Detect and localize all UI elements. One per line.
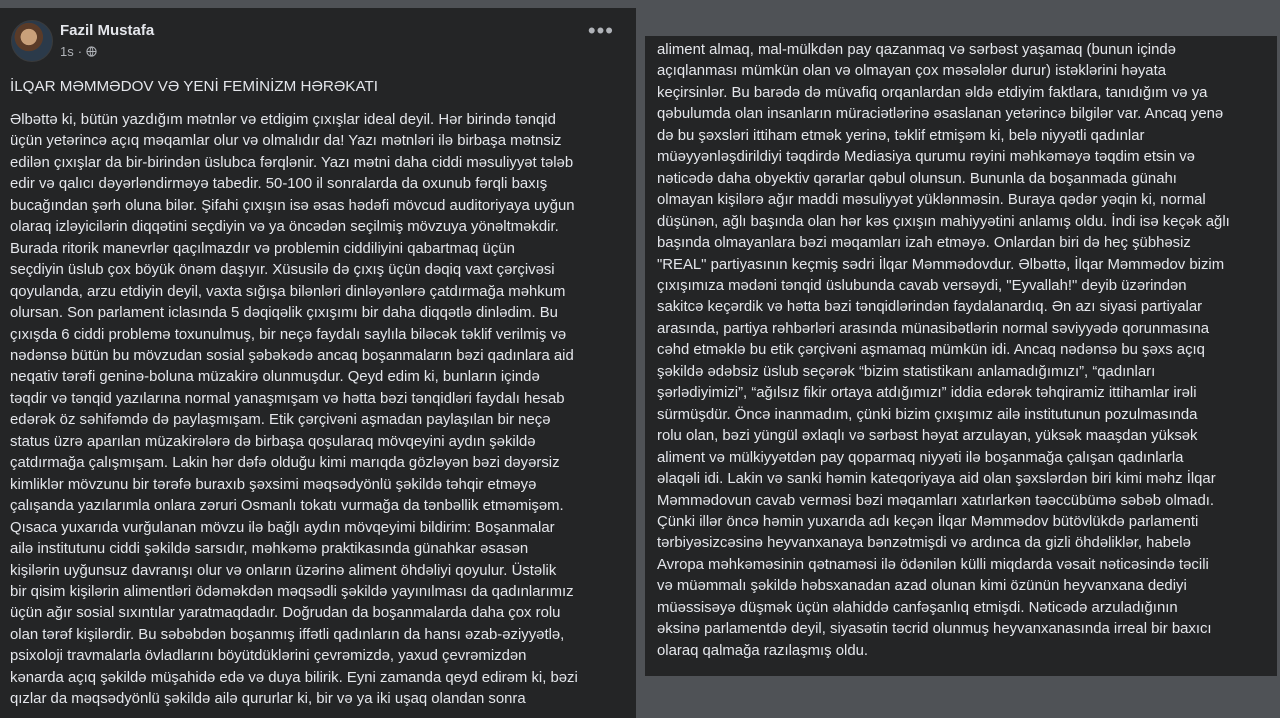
text-line: olmayan kişilərə ağır maddi məsuliyyət yüklənməsin. Buraya qədər yəqin ki, normal (657, 192, 1206, 209)
text-line: olaraq qalmağa razılaşmış oldu. (657, 642, 869, 659)
text-line: də bu şəxsləri ittiham etmək yerinə, təklif etmişəm ki, belə niyyətli qadınlar (657, 127, 1145, 144)
text-line: nədənsə bütün bu mövzudan sosial şəbəkədə ancaq boşanmaların bəzi qadınlara aid (10, 347, 574, 364)
text-line: qəbulumda olan insanların müraciətlərinə əsaslanan yetərincə bilgilər var. Ancaq yenə (657, 106, 1224, 123)
text-line: sakitcə keçərdik və hətta bəzi tənqidlərindən faydalanardıq. Ən azı siyasi partiyalar (657, 299, 1203, 316)
text-line: əksinə parlamentdə deyil, siyasətin təcrid olunmuş heyvanxanasında irreal bir baxıcı (657, 621, 1212, 638)
text-line: tərbiyəsizcəsinə heyvanxanaya bənzətmişdi və ardınca da gizli öhdəliklər, habelə (657, 535, 1191, 552)
text-line: açıqlanması mümkün olan və olmayan çox məsələlər durur) istəklərini həyata (657, 63, 1166, 80)
text-line: seçdiyin üslub çox böyük önəm daşıyır. Xüsusilə də çıxış üçün dəqiq vaxt çərçivəsi (10, 262, 555, 279)
text-line: şərlədiyimizi”, “ağılsız fikir ortaya atdığımızı” iddia edərək təhqiramiz ittihamlar irəli (657, 385, 1197, 402)
text-line: üçün ağır sosial sıxıntılar yaratmaqdadır. Doğrudan da boşanmalarda daha çox rolu (10, 605, 561, 622)
post-time[interactable]: 1s (60, 44, 74, 59)
text-line: müəssisəyə düşmək üçün əlahiddə canfəşanlıq etmişdi. Nəticədə arzuladığının (657, 599, 1178, 616)
text-line: neqativ tərəfi geninə-boluna müzakirə olunmuşdur. Qeyd edim ki, bunların içində (10, 369, 540, 386)
text-line: başında olmayanlara bəzi məqamları izah etməyə. Onlardan biri də heç şübhəsiz (657, 235, 1191, 252)
text-line: Avropa məhkəməsinin qətnaməsi ilə ödənilən külli miqdarda vəsait nəticəsində təcili (657, 556, 1209, 573)
text-line: nəticədə daha obyektiv qərarlar qəbul olunsun. Bununla da boşanmada günahı (657, 170, 1177, 187)
text-line: və müəmmalı şəkildə həbsxanadan azad olunan kimi özünün heyvanxana dediyi (657, 578, 1187, 595)
text-line: edir və qalıcı dəyərləndirməyə tabedir. 50-100 il sonralarda da oxunub fərqli baxış (10, 176, 548, 193)
post-body-right (657, 40, 1267, 662)
text-line: aliment almaq, mal-mülkdən pay qazanmaq və sərbəst yaşamaq (bunun içində (657, 42, 1176, 58)
text-line: kişilərin uyğunsuz davranışı olur və onların üzərinə aliment öhdəliyi qoyulur. Üstəlik (10, 562, 557, 579)
text-line: kənarda açıq şəkildə müşahidə edə və duya bilirik. Eyni zamanda qeyd edirəm ki, bəzi (10, 669, 578, 686)
text-line: aliment və mülkiyyətdən pay qoparmaq niyyəti ilə boşanmağa çalışan qadınlarla (657, 449, 1184, 466)
text-line: keçirsinlər. Bu barədə də müvafiq orqanlardan əldə etdiyim faktlara, tanıdığım və ya (657, 84, 1208, 101)
text-line: Əlbəttə ki, bütün yazdığım mətnlər və etdigim çıxışlar ideal deyil. Hər birində tənqid (10, 112, 556, 128)
text-line: çıxışımıza mədəni tənqid üslubunda cavab versəydi, "Eyvallah!" deyib üzərindən (657, 277, 1187, 294)
text-line: olan tərəf kişilərdir. Bu səbəbdən boşanmış iffətli qadınların da hansı əzab-əziyyətlə, (10, 626, 565, 643)
text-line: edilən çıxışlar da bir-birindən üslubca fərqlənir. Yazı mətni daha ciddi məsuliyyət tələb (10, 154, 574, 171)
post-body-left (10, 110, 628, 711)
text-line: olursan. Son parlament iclasında 5 dəqiqəlik çıxışımı bir daha diqqətlə dinlədim. Bu (10, 305, 558, 322)
text-line: çalışanda yazılarımla onlara zəruri Osmanlı tokatı vurmağa da tənbəllik etməmişəm. (10, 498, 564, 515)
author-name[interactable]: Fazil Mustafa (60, 22, 155, 39)
text-line: kimliklər mövzunu bir tərəfə buraxıb şəxsimi məqsədyönlü şəkildə təhqir etməyə (10, 476, 537, 493)
separator-dot: · (77, 44, 83, 59)
text-line: Məmmədovun cavab verməsi bəzi məqamları xatırlarkən təəccübümə səbəb olmadı. (657, 492, 1214, 509)
text-line: "REAL" partiyasının keçmiş sədri İlqar Məmmədovdur. Əlbəttə, İlqar Məmmədov bizim (657, 256, 1225, 273)
text-line: status üzrə aparılan müzakirələrə də birbaşa qoşularaq mövqeyini aydın şəkildə (10, 433, 536, 450)
text-line: Çünki illər öncə həmin yuxarıda adı keçən İlqar Məmmədov bütövlükdə parlamenti (657, 513, 1199, 530)
text-line: müəyyənləşdirildiyi təqdirdə Mediasiya qurumu rəyini məhkəməyə təqdim etsin və (657, 149, 1195, 166)
post-panel-left (0, 8, 636, 718)
text-line: psixoloji travmalarla övladlarını böyütdüklərini çevrəmizdə, yaxud çevrəmizdən (10, 648, 527, 665)
text-line: rolu olan, bəzi yüngül əxlaqlı və sərbəst həyat arzulayan, yüksək maaşdan yüksək (657, 428, 1198, 445)
text-line: bucağından şərh oluna bilər. Şifahi çıxışın isə əsas hədəfi mövcud auditoriyaya uyğun (10, 197, 575, 214)
text-line: üçün yetərincə açıq məqamlar olur və olmalıdır da! Yazı mətnləri ilə birbaşa mətnsiz (10, 133, 562, 150)
text-line: şəkildə ədəbsiz üslub seçərək “bizim statistikanı anlamadığımızı”, “qadınları (657, 363, 1156, 380)
text-line: Qısaca yuxarıda vurğulanan mövzu ilə bağlı aydın mövqeyimi bildirim: Boşanmalar (10, 519, 555, 536)
post-header (10, 8, 628, 60)
post-title: İLQAR MƏMMƏDOV VƏ YENİ FEMİNİZM HƏRƏKATI (10, 78, 378, 95)
text-line: qızlar da məqsədyönlü şəkildə ailə qururlar ki, bir və ya iki uşaq olandan sonra (10, 691, 526, 708)
text-line: əlaqəli idi. Lakin və sanki həmin kateqoriyaya aid olan şəxslərdən biri kimi məhz İlqar (657, 471, 1216, 488)
avatar[interactable] (11, 20, 53, 62)
text-line: arasında, partiya rəhbərləri arasında münasibətlərin normal səviyyədə qorunmasına (657, 320, 1210, 337)
text-line: cəhd etməklə bu etik çərçivəni aşmamaq mümkün idi. Ancaq nədənsə bu şəxs açıq (657, 342, 1205, 359)
text-line: ailə institutunu ciddi şəkildə sarsıdır, məhkəmə praktikasında günahkar əsasən (10, 541, 529, 558)
text-line: edərək öz səhifəmdə də paylaşmışam. Etik çərçivəni aşmadan paylaşılan bir neçə (10, 412, 551, 429)
post-panel-right (645, 36, 1277, 676)
globe-icon[interactable] (86, 46, 97, 57)
more-options-icon[interactable]: ••• (587, 18, 614, 43)
text-line: bir qisim kişilərin alimentləri ödəməkdən məqsədli şəkildə yayınılması da qadınlarımız (10, 583, 574, 600)
text-line: olaraq izləyicilərin diqqətini seçdiyin və ya öncədən seçilmiş mövzuya yönəltməkdir. (10, 219, 559, 236)
text-line: təqdir və tənqid yazılarına normal yanaşmışam və hətta bəzi tənqidləri faydalı hesab (10, 390, 565, 407)
text-line: düşünən, ağlı başında olan hər kəs çıxışın mahiyyətini anlamış oldu. İndi isə keçək ağlı (657, 213, 1230, 230)
text-line: Burada ritorik manevrlər qaçılmazdır və problemin ciddiliyini qabartmaq üçün (10, 240, 515, 257)
text-line: çıxışda 6 ciddi problemə toxunulmuş, bir neçə faydalı saylıla biləcək təklif verilmiş və (10, 326, 567, 343)
post-meta (60, 44, 97, 59)
text-line: sürmüşdür. Öncə inanmadım, çünki bizim çıxışımız ailə institutunun pozulmasında (657, 406, 1198, 423)
text-line: çatdırmağa çalışmışam. Lakin hər dəfə olduğu kimi marıqda gözləyən bəzi dəyərsiz (10, 455, 560, 472)
text-line: qoyulanda, arzu etdiyin deyil, vaxta sığışa bilənləri dinləyənlərə çatdırmağa məhkum (10, 283, 566, 300)
